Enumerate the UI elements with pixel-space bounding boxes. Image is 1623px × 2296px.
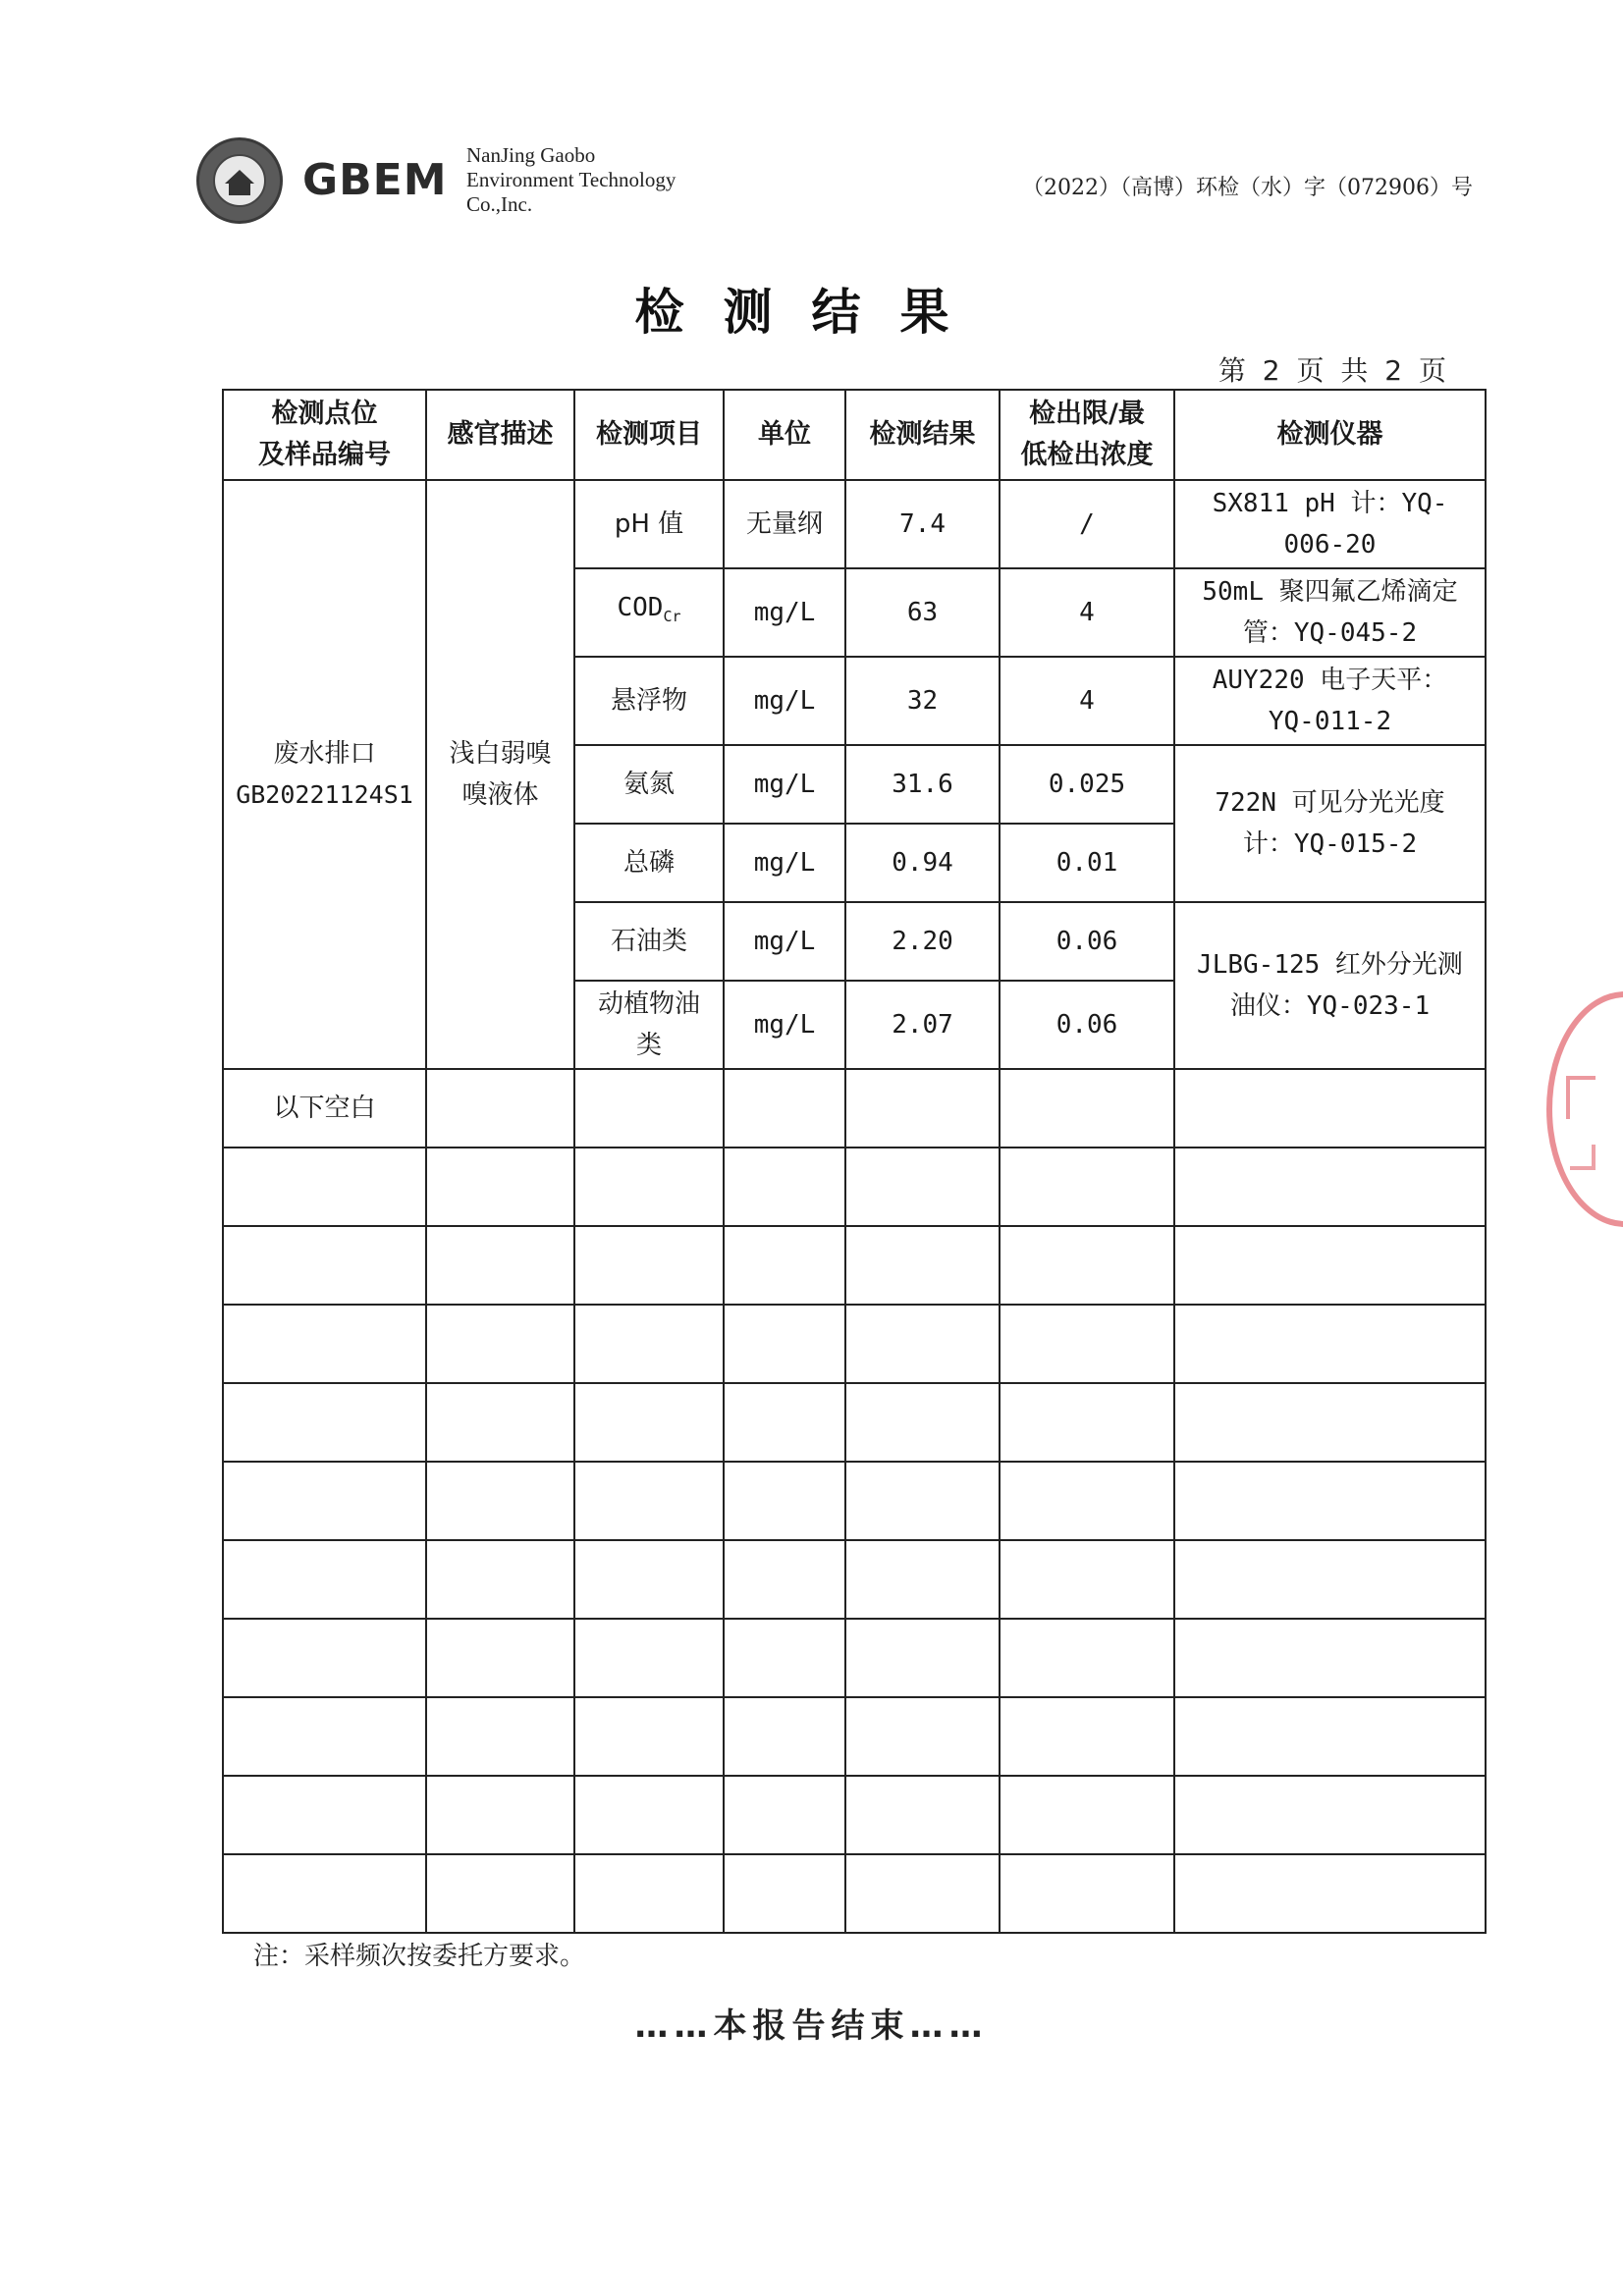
item-cell: pH 值: [574, 480, 724, 568]
unit-cell: mg/L: [724, 657, 845, 745]
page-title: 检测结果: [634, 284, 989, 341]
limit-cell: 4: [1000, 568, 1174, 657]
result-cell: 32: [845, 657, 1000, 745]
result-cell: 63: [845, 568, 1000, 657]
table-row: [223, 1226, 1486, 1305]
result-cell: 2.07: [845, 981, 1000, 1069]
limit-cell: 0.06: [1000, 981, 1174, 1069]
sample-description: 浅白弱嗅嗅液体: [426, 480, 574, 1069]
table-row: [223, 1383, 1486, 1462]
item-cell: 氨氮: [574, 745, 724, 824]
table-row: [223, 1619, 1486, 1697]
instrument-cell: AUY220 电子天平：YQ-011-2: [1174, 657, 1486, 745]
company-line: NanJing Gaobo: [466, 143, 596, 167]
sample-code: GB20221124S1: [236, 780, 413, 809]
result-cell: 7.4: [845, 480, 1000, 568]
header-item: 检测项目: [574, 390, 724, 480]
header-description: 感官描述: [426, 390, 574, 480]
limit-cell: 0.01: [1000, 824, 1174, 902]
report-end-text: ……本报告结束……: [634, 2006, 989, 2046]
unit-cell: mg/L: [724, 981, 845, 1069]
table-row: [223, 1697, 1486, 1776]
page-number: 第 2 页 共 2 页: [1217, 354, 1450, 387]
result-cell: 0.94: [845, 824, 1000, 902]
limit-cell: 0.06: [1000, 902, 1174, 981]
instrument-cell: 722N 可见分光光度计：YQ-015-2: [1174, 745, 1486, 902]
item-cell: 动植物油类: [574, 981, 724, 1069]
header-instrument: 检测仪器: [1174, 390, 1486, 480]
sample-point: 废水排口: [273, 739, 376, 769]
item-cell: 总磷: [574, 824, 724, 902]
header-limit: 检出限/最 低检出浓度: [1000, 390, 1174, 480]
unit-cell: 无量纲: [724, 480, 845, 568]
company-seal-logo: [196, 137, 283, 224]
result-cell: 31.6: [845, 745, 1000, 824]
table-row: [223, 1540, 1486, 1619]
instrument-cell: 50mL 聚四氟乙烯滴定管：YQ-045-2: [1174, 568, 1486, 657]
header-point: 检测点位 及样品编号: [223, 390, 426, 480]
instrument-cell: SX811 pH 计：YQ-006-20: [1174, 480, 1486, 568]
footnote: 注：采样频次按委托方要求。: [253, 1942, 586, 1971]
table-row: [223, 1069, 1486, 1148]
item-cell: 悬浮物: [574, 657, 724, 745]
blank-label: 以下空白: [223, 1069, 426, 1148]
table-row: [223, 480, 1486, 568]
table-row: [223, 1776, 1486, 1854]
table-row: [223, 1305, 1486, 1383]
result-cell: 2.20: [845, 902, 1000, 981]
unit-cell: mg/L: [724, 568, 845, 657]
company-name: [466, 143, 676, 217]
unit-cell: mg/L: [724, 745, 845, 824]
sample-point-cell: [223, 480, 426, 1069]
limit-cell: 4: [1000, 657, 1174, 745]
unit-cell: mg/L: [724, 824, 845, 902]
table-row: [223, 1854, 1486, 1933]
red-seal-stamp: [1546, 991, 1623, 1227]
instrument-cell: JLBG-125 红外分光测油仪：YQ-023-1: [1174, 902, 1486, 1069]
report-number: （2022）（高博）环检（水）字（072906）号: [1022, 176, 1473, 200]
brand-name: GBEM: [302, 155, 448, 205]
table-row: [223, 1148, 1486, 1226]
table-header-row: [223, 390, 1486, 480]
report-header: [196, 137, 1473, 236]
item-cell: 石油类: [574, 902, 724, 981]
limit-cell: 0.025: [1000, 745, 1174, 824]
header-unit: 单位: [724, 390, 845, 480]
table-row: [223, 1462, 1486, 1540]
company-line: Environment Technology: [466, 168, 676, 191]
company-line: Co.,Inc.: [466, 192, 533, 216]
unit-cell: mg/L: [724, 902, 845, 981]
item-cell: $COD_{Cr}$: [574, 568, 724, 657]
header-result: 检测结果: [845, 390, 1000, 480]
limit-cell: /: [1000, 480, 1174, 568]
results-table: [222, 389, 1487, 1934]
